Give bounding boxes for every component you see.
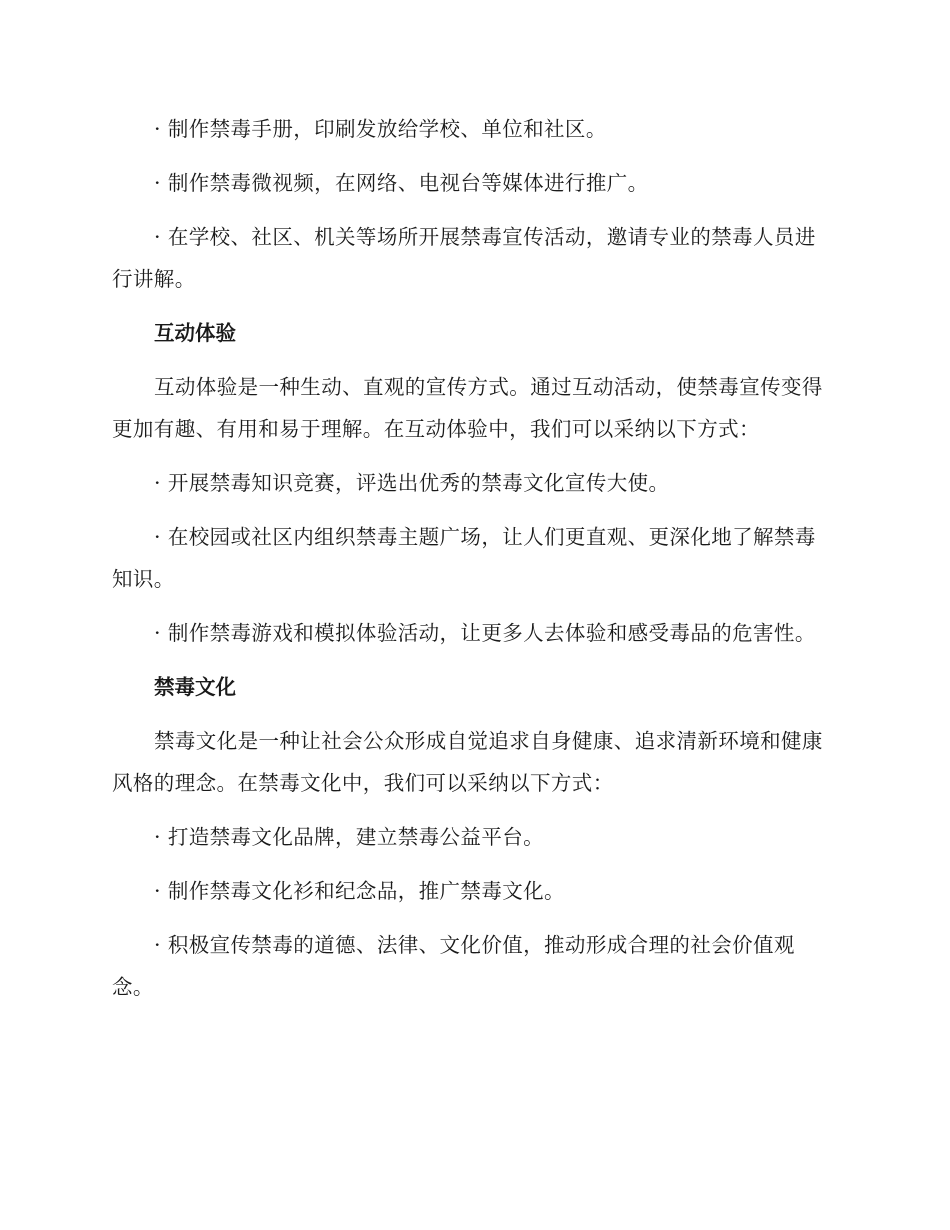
bullet-item-micro-video: · 制作禁毒微视频，在网络、电视台等媒体进行推广。	[154, 171, 649, 195]
bullet-item-print-handbook: · 制作禁毒手册，印刷发放给学校、单位和社区。	[154, 117, 607, 141]
paragraph-anti-drug-culture: 禁毒文化是一种让社会公众形成自觉追求自身健康、追求清新环境和健康风格的理念。在禁毒文化中，我们可以采纳以下方式：	[112, 729, 823, 795]
paragraph-interactive-experience: 互动体验是一种生动、直观的宣传方式。通过互动活动，使禁毒宣传变得更加有趣、有用和易于理解。在互动体验中，我们可以采纳以下方式：	[112, 375, 823, 441]
bullet-item-promote-values: · 积极宣传禁毒的道德、法律、文化价值，推动形成合理的社会价值观念。	[112, 933, 795, 999]
bullet-item-games-simulation: · 制作禁毒游戏和模拟体验活动，让更多人去体验和感受毒品的危害性。	[154, 621, 816, 645]
bullet-item-culture-brand: · 打造禁毒文化品牌，建立禁毒公益平台。	[154, 825, 545, 849]
bullet-item-theme-square: · 在校园或社区内组织禁毒主题广场，让人们更直观、更深化地了解禁毒知识。	[112, 525, 816, 591]
bullet-item-campaign-activities: · 在学校、社区、机关等场所开展禁毒宣传活动，邀请专业的禁毒人员进行讲解。	[112, 225, 816, 291]
bullet-item-shirts-souvenirs: · 制作禁毒文化衫和纪念品，推广禁毒文化。	[154, 879, 565, 903]
section-heading-interactive-experience: 互动体验	[154, 321, 236, 345]
bullet-item-knowledge-contest: · 开展禁毒知识竞赛，评选出优秀的禁毒文化宣传大使。	[154, 471, 670, 495]
section-heading-anti-drug-culture: 禁毒文化	[154, 675, 236, 699]
document-body	[112, 108, 832, 1020]
